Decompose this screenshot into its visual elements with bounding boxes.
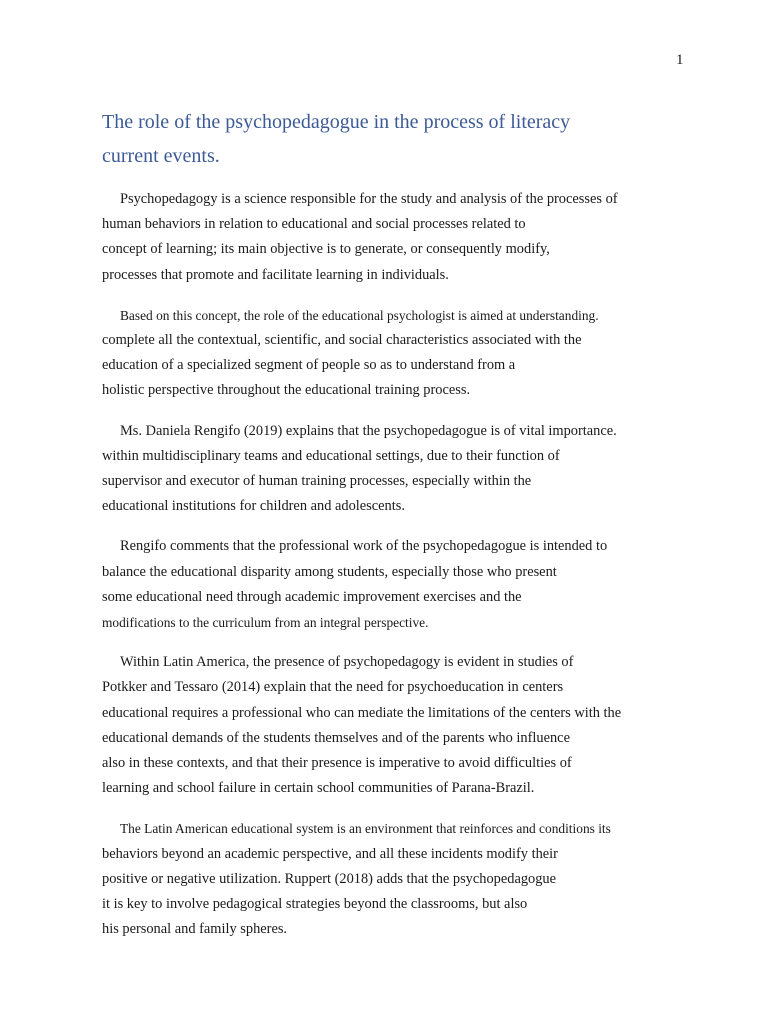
title-line: current events.: [102, 145, 220, 167]
paragraph-line: some educational need through academic improvement exercises and the: [102, 588, 522, 605]
title-line: The role of the psychopedagogue in the process of literacy: [102, 111, 571, 133]
paragraph-2: [102, 303, 672, 404]
paragraph-line: education of a specialized segment of people so as to understand from a: [102, 357, 516, 374]
paragraph-line: educational requires a professional who can mediate the limitations of the centers with the: [102, 704, 622, 721]
paragraph-line: positive or negative utilization. Ruppert (2018) adds that the psychopedagogue: [102, 870, 556, 887]
paragraph-6: [102, 816, 672, 942]
paragraph-line: Ms. Daniela Rengifo (2019) explains that the psychopedagogue is of vital importance.: [120, 422, 617, 439]
paragraph-3: [102, 419, 672, 520]
paragraph-line: Based on this concept, the role of the educational psychologist is aimed at understanding.: [120, 307, 599, 323]
paragraph-line: Psychopedagogy is a science responsible for the study and analysis of the processes of: [120, 191, 618, 207]
paragraph-line: human behaviors in relation to educational and social processes related to: [102, 216, 526, 233]
paragraph-5: [102, 650, 672, 801]
paragraph-line: supervisor and executor of human training processes, especially within the: [102, 473, 532, 490]
paragraph-line: The Latin American educational system is an environment that reinforces and conditions its: [120, 821, 611, 837]
paragraph-line: educational institutions for children and adolescents.: [102, 498, 405, 515]
paragraph-line: behaviors beyond an academic perspective, and all these incidents modify their: [102, 845, 558, 862]
paragraph-line: within multidisciplinary teams and educational settings, due to their function of: [102, 447, 560, 464]
paragraph-line: concept of learning; its main objective is to generate, or consequently modify,: [102, 241, 550, 258]
document-body: [102, 187, 672, 957]
document-title: [102, 105, 702, 173]
paragraph-line: Rengifo comments that the professional work of the psychopedagogue is intended to: [120, 538, 608, 555]
paragraph-line: complete all the contextual, scientific, and social characteristics associated with the: [102, 332, 582, 349]
paragraph-line: balance the educational disparity among students, especially those who present: [102, 563, 557, 580]
paragraph-line: modifications to the curriculum from an integral perspective.: [102, 615, 429, 631]
paragraph-line: learning and school failure in certain school communities of Parana-Brazil.: [102, 780, 535, 797]
paragraph-line: it is key to involve pedagogical strategies beyond the classrooms, but also: [102, 896, 528, 913]
paragraph-line: holistic perspective throughout the educational training process.: [102, 382, 471, 399]
paragraph-4: [102, 534, 672, 635]
paragraph-line: also in these contexts, and that their presence is imperative to avoid difficulties of: [102, 755, 572, 772]
page-number: 1: [676, 52, 684, 68]
paragraph-line: educational demands of the students themselves and of the parents who influence: [102, 729, 570, 746]
paragraph-line: Potkker and Tessaro (2014) explain that the need for psychoeducation in centers: [102, 679, 564, 696]
paragraph-1: [102, 187, 672, 288]
paragraph-line: Within Latin America, the presence of psychopedagogy is evident in studies of: [120, 654, 574, 671]
paragraph-line: his personal and family spheres.: [102, 921, 288, 938]
paragraph-line: processes that promote and facilitate learning in individuals.: [102, 266, 449, 283]
